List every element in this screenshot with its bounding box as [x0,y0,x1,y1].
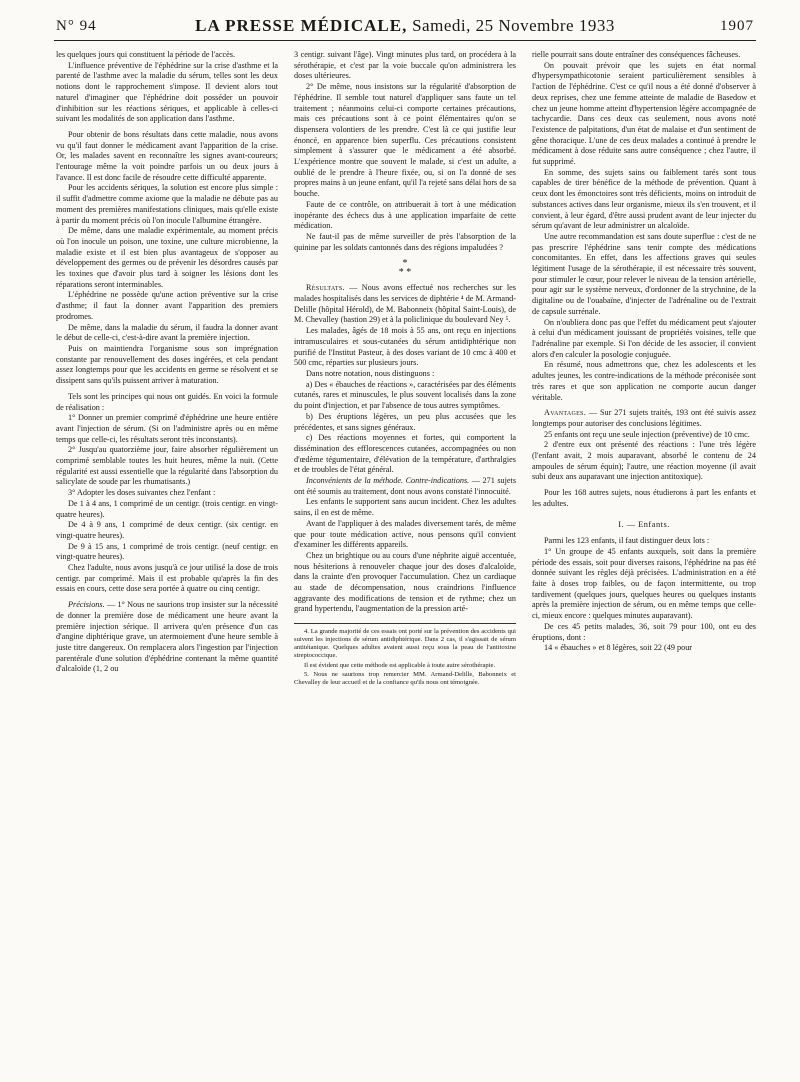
paragraph: De 4 à 9 ans, 1 comprimé de deux centigr. (six centigr. en vingt-quatre heures). [56,520,278,540]
paragraph: 1° Donner un premier comprimé d'éphédrine une heure entière avant l'injection de sérum. (Si on l'administre après ou en même temps que celle-ci, les résultats seront très inconstants). [56,413,278,444]
paragraph: rielle pourrait sans doute entraîner des conséquences fâcheuses. [532,50,741,59]
paragraph: En somme, des sujets sains ou faiblement tarés sont tous capables de tirer bénéfice de la méthode de prévention. Quant à ceux dont les émonctoires sont très déficients, moins on introduit de substances actives dans leur organisme, mieux ils s'en trouvent, et il convient, à leur égard, d'être aussi prudent avant de leur injecter du sérum qu'avant de leur administrer un alcaloïde. [532,167,756,231]
paragraph: b) Des éruptions légères, un peu plus accusées que les précédentes, et sans signes généraux. [294,411,516,432]
page-number: 1907 [720,18,754,34]
paragraph: 1° Un groupe de 45 enfants auxquels, soit dans la première période des essais, soit pour diverses raisons, l'éphédrine na pas été donnée suivant les règles déjà précisées. L'administration en a été faite à doses trop faibles, ou de façon intermittente, ou trop tardivement (quelques jours, quelques heures ou quelques instants après la première injection de sérum, ou en même temps que celle-ci, mieux encore : quelques minutes auparavant). [532,546,756,621]
section-separator: * * * [398,258,412,279]
paragraph: 14 « ébauches » et 8 légères, soit 22 (49 pour [544,643,693,653]
paragraph: Tels sont les principes qui nous ont guidés. En voici la formule de réalisation : [56,391,278,412]
paragraph: On n'oubliera donc pas que l'effet du médicament peut s'ajouter à celui d'un médicament jouissant de propriétés voisines, telle que l'adrénaline par exemple. Si l'on décide de les associer, il convient alors d'en calculer la posologie conjuguée. [532,317,756,359]
paragraph: 2 d'entre eux ont présenté des réactions : l'une très légère (l'enfant avait, 2 mois auparavant, absorbé le contenu de 24 ampoules de sérum équin); l'autre, une réaction moyenne (il avait subi deux ans auparavant une injection antitoxique). [532,440,756,482]
journal-name: LA PRESSE MÉDICALE, [195,16,408,35]
paragraph: Les malades, âgés de 18 mois à 55 ans, ont reçu en injections intramusculaires et sous-cutanées du sérum antidiphtérique non purifié de l'Institut Pasteur, à des doses variant de 10 cmc à 400 et 500 cmc, réparties sur plusieurs jours. [294,326,516,368]
paragraph: Les enfants le supportent sans aucun incident. Chez les adultes sains, il en est de même. [294,497,516,518]
issue-number: N° 94 [56,18,97,34]
issue-date: Samedi, 25 Novembre 1933 [412,16,615,35]
paragraph: Inconvénients de la méthode. Contre-indications. — 271 sujets ont été soumis au traitement, dont nous avons constaté l'innocuité. [294,476,517,496]
paragraph: Ne faut-il pas de même surveiller de près l'absorption de la quinine par les soldats cantonnés dans des régions impaludées ? [294,231,516,252]
footnote: 5. Nous ne saurions trop remercier MM. Armand-Delille, Babonneix et Chevalley de leur accueil et de la confiance qu'ils nous ont témoignée. [294,670,516,686]
paragraph: 3° Adopter les doses suivantes chez l'enfant : [68,488,216,498]
column-middle [294,50,516,687]
paragraph: les quelques jours qui constituent la période de l'accès. [56,50,236,59]
paragraph: De 9 à 15 ans, 1 comprimé de trois centigr. (neuf centigr. en vingt-quatre heures). [56,541,278,562]
paragraph: 2° De même, nous insistons sur la régularité d'absorption de l'éphédrine. Il semble tout naturel d'appliquer sans faute un tel traitement ; néanmoins celui-ci comporte certaines précautions, mais ces précautions sont à ce point élémentaires qu'on se dispensera volontiers de les prendre. C'est là ce qui justifie leur énoncé, en apparence bien superflu. Ces précautions consistent simplement à s'assurer que le médicament a été absorbé. L'expérience montre que souvent le malade, si c'est un adulte, a oublié de le prendre à l'heure fixée, ou, si on l'a donné de ses propres mains à un jeune enfant, qu'il l'a rejeté sans délai hors de sa bouche. [294,82,516,199]
paragraph: Faute de ce contrôle, on attribuerait à tort à une médication inopérante des échecs dus à une application imparfaite de cette médication. [294,199,516,231]
paragraph: L'éphédrine ne possède qu'une action préventive sur la crise d'asthme; il faut la donner avant l'apparition des premiers prodromes. [56,290,278,321]
paragraph: De 1 à 4 ans, 1 comprimé de un centigr. (trois centigr. en vingt-quatre heures). [56,498,278,519]
paragraph: 3 centigr. suivant l'âge). Vingt minutes plus tard, on procédera à la sérothérapie, et c'est par la voie buccale qu'on administrera les doses ultérieures. [294,50,516,81]
paragraph: De même, dans la maladie du sérum, il faudra la donner avant le début de celle-ci, c'est-à-dire avant la première injection. [56,322,278,343]
paragraph: On pouvait prévoir que les sujets en état normal d'hypersympathicotonie seraient particulièrement sensibles à l'action de l'éphédrine. C'est ce qu'il nous a été donné d'observer à deux reprises, chez une femme atteinte de maladie de Basedow et chez un jeune homme atteint d'hypertension légère accompagnée de tachycardie. Dans ces deux cas seulement, nous avons noté l'existence de palpitations, d'un état de malaise et d'un sentiment de gêne thoracique. L'une de ces deux malades a continué à prendre le médicament à dose réduite sans autre conséquence ; chez l'autre, il fut supprimé. [532,60,756,167]
paragraph: 25 enfants ont reçu une seule injection (préventive) de 10 cmc. [544,429,750,439]
paragraph: L'influence préventive de l'éphédrine sur la crise d'asthme et la parenté de l'asthme avec la maladie du sérum, telles sont les deux notions dont le rapprochement s'impose. Il devient alors tout naturel d'imaginer que l'éphédrine doit posséder un pouvoir d'inhibition sur les réactions sériques, et applicable à celles-ci suivant les modalités de son application dans l'asthme. [56,60,278,124]
paragraph: 2° Jusqu'au quatorzième jour, faire absorber régulièrement un comprimé semblable toutes les huit heures, même la nuit. (Cette régularité est aussi essentielle que la régularité dans l'absorption du salicylate de soude par les rhumatisants.) [56,445,278,487]
paragraph-lead: Avantages. [544,408,587,418]
paragraph-lead: Inconvénients de la méthode. Contre-indications. [306,476,470,486]
paragraph: Pour obtenir de bons résultats dans cette maladie, nous avons vu qu'il faut donner le médicament avant l'apparition de la crise. Or, les malades savent en reconnaître les signes avant-coureurs; l'entourage même la voit poindre parfois un ou deux jours à l'avance. Il est donc facile de résoudre cette difficulté apparente. [56,129,278,182]
column-left [56,50,278,675]
paragraph: Résultats. — Nous avons effectué nos recherches sur les malades hospitalisés dans les services de diphtérie ⁴ de M. Armand-Delille (hôpital Hérold), de M. Babonneix (hôpital Saint-Louis), de M. Chevalley (bastion 29) et à la policlinique du boulevard Ney ⁵. [294,283,516,325]
paragraph: De ces 45 petits malades, 36, soit 79 pour 100, ont eu des éruptions, dont : [532,621,756,642]
footnote: Il est évident que cette méthode est applicable à toute autre sérothérapie. [304,661,496,669]
paragraph: Avant de l'appliquer à des malades diversement tarés, de même que pour toute médication active, nous pensons qu'il convient d'examiner les différents appareils. [294,518,516,550]
paragraph: En résumé, nous admettrons que, chez les adolescents et les adultes jeunes, les contre-indications de la méthode préconisée sont très rares et que son application ne comporte aucun danger véritable. [532,360,756,402]
paragraph: Dans notre notation, nous distinguons : [306,368,435,378]
page-header [54,14,756,41]
paragraph: Pour les accidents sériques, la solution est encore plus simple : il suffit d'admettre comme axiome que la maladie ne débute pas au moment des premières manifestations cliniques, mais qu'elle existe à partir du moment précis où l'on inocule l'albumine étrangère. [56,183,278,225]
paragraph: Précisions. — 1° Nous ne saurions trop insister sur la nécessité de donner la première dose de médicament une heure avant la première injection sérique. Il arrivera qu'en présence d'un cas d'angine diphtérique grave, un atermoiement d'une heure semble à juste titre dangereux. On remplacera alors l'ingestion par l'injection parentérale d'une solution d'éphédrine contenant la même quantité d'alcaloïde (1, 2 ou [56,600,278,674]
paragraph: a) Des « ébauches de réactions », caractérisées par des éléments cutanés, rares et minuscules, le plus souvent localisés dans la zone du point d'injection, et par l'absence de tous autres symptômes. [294,379,516,411]
header-title [54,16,756,36]
paragraph-lead: Précisions. [68,600,105,610]
paragraph: Une autre recommandation est sans doute superflue : c'est de ne pas prescrire l'éphédrine sans tenir compte des médications concomitantes. En effet, dans les affections graves qui seules légitiment l'usage de la sérothérapie, il est nécessaire très souvent, pour stimuler le cœur, pour relever le niveau de la tension artérielle, pour agir sur le système nerveux, d'ordonner de la strychnine, de la digitaline ou de l'ouabaïne, d'injecter de l'adrénaline ou de l'extrait de capsule surrénale. [532,231,756,316]
paragraph-lead: Résultats. [306,283,345,293]
column-right [532,50,756,654]
paragraph: Parmi les 123 enfants, il faut distinguer deux lots : [544,536,710,546]
section-heading: I. — Enfants. [618,519,670,529]
footnotes [294,623,516,687]
paragraph: Puis on maintiendra l'organisme sous son imprégnation constante par renouvellement des doses ingérées, et cela pendant assez longtemps pour que les accidents en germe se résolvent et se dissipent sans qu'ils puissent arriver à maturation. [56,343,278,386]
paragraph: Pour les 168 autres sujets, nous étudierons à part les enfants et les adultes. [532,488,756,508]
paragraph: Chez l'adulte, nous avons jusqu'à ce jour utilisé la dose de trois centigr. par comprimé. Mais il est probable qu'après la fin des essais en cours, cette dose sera portée à quatre ou cinq centigr. [56,563,278,594]
paragraph: c) Des réactions moyennes et fortes, qui comportent la dissémination des efflorescences cutanées, accompagnées ou non d'œdème tégumentaire, d'élévation de la température, d'arthralgies et de troubles de l'état général. [294,433,516,475]
paragraph: De même, dans une maladie expérimentale, au moment précis où l'on inocule un poison, une toxine, une culture microbienne, la maladie existe et il est bien plus avantageux de s'opposer au développement des germes ou de prévenir les désordres causés par les toxines que d'avoir plus tard à soigner les lésions dont les réparations seront interminables. [56,226,278,289]
footnote: 4. La grande majorité de ces essais ont porté sur la prévention des accidents qui suivent les injections de sérum antidiphtérique. Dans 2 cas, il s'agissait de sérum antitétanique. Quelques adultes avaient aussi reçu sous la peau de l'antitoxine streptococcique. [294,628,516,660]
paragraph: Chez un brightique ou au cours d'une néphrite aiguë accentuée, nous hésiterions à renouveler chaque jour des doses d'alcaloïde, dans la crainte d'en provoquer l'accumulation. Chez un cardiaque au stade de décompensation, nous craindrions l'influence aggravante des modifications de tension et de rythme; chez un grand hypertendu, l'augmentation de la pression arté- [294,550,516,614]
paragraph: Avantages. — Sur 271 sujets traités, 193 ont été suivis assez longtemps pour autoriser des conclusions légitimes. [532,408,756,428]
